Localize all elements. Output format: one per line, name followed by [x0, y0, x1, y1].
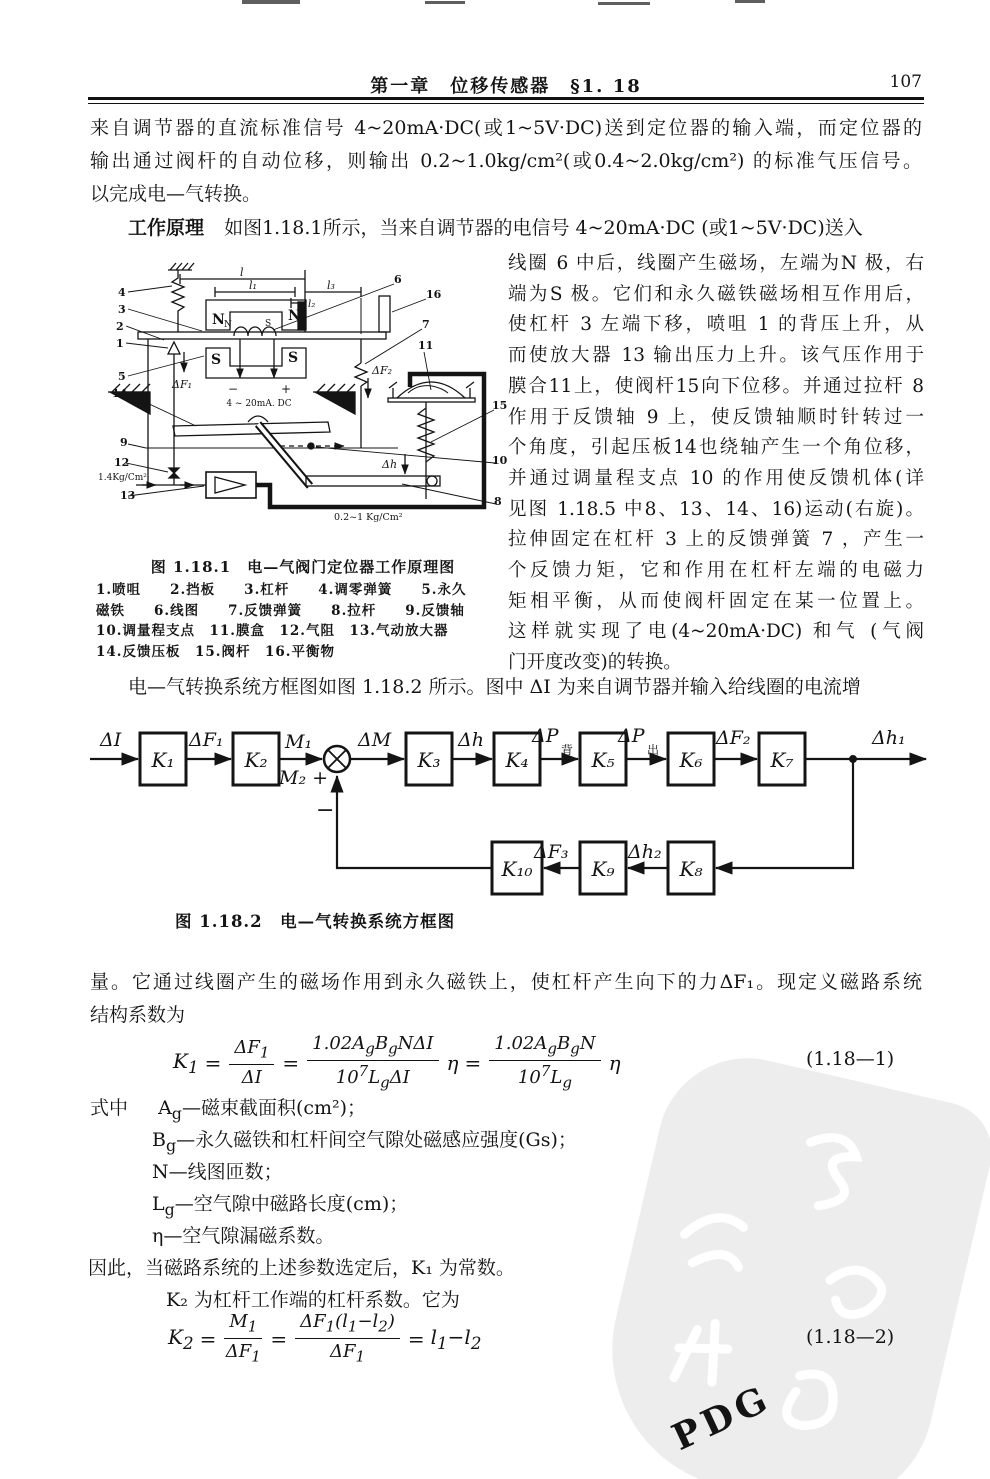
figure2-caption: 图 1.18.2 电—气转换系统方框图 — [175, 912, 456, 931]
callout-8: 8 — [494, 495, 502, 508]
signal-sub-out: 出 — [647, 743, 660, 757]
where-item: $B_g—$永久磁铁和杠杆间空气隙处磁感应强度(Gs)； — [152, 1129, 577, 1155]
signal-delta-h2: Δh₂ — [628, 841, 662, 863]
eta-symbol: η — [608, 1050, 621, 1075]
block-k10: K₁₀ — [501, 857, 533, 881]
signal-delta-p-back: ΔP — [532, 725, 559, 747]
signal-delta-i: ΔI — [100, 729, 122, 751]
text-line: 见图 1.18.5 中8、13、14、16)运动(右旋)。 — [508, 498, 924, 520]
text-line: 个角度，引起压板14也绕轴产生一个角位移， — [508, 437, 924, 459]
where-prefix: 式中 — [90, 1097, 129, 1119]
text-line: 使杠杆 3 左端下移，喷咀 1 的背压上升，从 — [508, 314, 924, 336]
paragraph-4: 因此，当磁路系统的上述参数选定后，K₁ 为常数。 — [88, 1257, 515, 1279]
figure1-caption-list — [96, 580, 516, 662]
numerator: $M_1$ — [224, 1310, 262, 1339]
callout-3: 3 — [118, 303, 126, 316]
callout-10: 10 — [492, 454, 508, 467]
equals-sign: = — [464, 1050, 482, 1075]
callout-9: 9 — [120, 436, 128, 449]
dim-l3-label: l₃ — [327, 279, 335, 292]
fraction — [295, 1310, 400, 1367]
pole-s-right: S — [288, 350, 299, 366]
fraction — [229, 1036, 274, 1089]
figure-1-18-2-block-diagram — [88, 714, 936, 906]
output-pressure-label: 0.2~1 Kg/Cm² — [334, 512, 403, 523]
block-k3: K₃ — [417, 748, 441, 772]
equals-sign: = — [407, 1326, 425, 1351]
scan-artifact — [425, 1, 465, 4]
denominator: $\Delta F_1$ — [329, 1341, 365, 1366]
caption-line: 14.反馈压板 15.阀杆 16.平衡物 — [96, 643, 335, 660]
equals-sign: = — [204, 1050, 222, 1075]
text-line: 输出通过阀杆的自动位移，则输出 0.2~1.0kg/cm²(或0.4~2.0kg/cm²) 的标准气压信号。 — [90, 150, 922, 172]
text-line: 以完成电—气转换。 — [90, 183, 262, 205]
signal-delta-h: Δh — [458, 729, 484, 751]
text-line: 作用于反馈轴 9 上，使反馈轴顺时针转过一 — [508, 406, 924, 428]
text-line: 而使放大器 13 输出压力上升。该气压作用于 — [508, 345, 924, 367]
pole-n-left: N — [212, 312, 225, 328]
text-line: 来自调节器的直流标准信号 4~20mA·DC(或1~5V·DC)送到定位器的输入端，而定位器的 — [90, 117, 922, 139]
where-item: N—线图匝数； — [152, 1161, 283, 1183]
dim-l1-label: l₁ — [249, 279, 257, 292]
callout-4: 4 — [118, 286, 126, 299]
formula-rhs: $l_1-l_2$ — [430, 1324, 482, 1353]
callout-14: 14 — [112, 387, 128, 400]
equation-number-1: (1.18—1) — [806, 1048, 895, 1070]
paragraph-2 — [90, 212, 922, 245]
paragraph-lead: 工作原理 — [128, 217, 205, 239]
fraction — [489, 1032, 600, 1093]
block-k6: K₆ — [679, 748, 703, 772]
signal-delta-f2: ΔF₂ — [716, 727, 751, 749]
where-item: η—空气隙漏磁系数。 — [152, 1225, 335, 1247]
paragraph-1 — [90, 112, 922, 211]
formula-1-18-2 — [165, 1310, 484, 1367]
block-k7: K₇ — [770, 748, 794, 772]
formula-1-18-1 — [170, 1032, 624, 1093]
page-number: 107 — [889, 72, 922, 92]
text-line: 端为S 极。它们和永久磁铁磁场相互作用后， — [508, 283, 924, 305]
equation-number-2: (1.18—2) — [806, 1326, 895, 1348]
block-k9: K₉ — [591, 857, 615, 881]
signal-m1: M₁ — [285, 731, 313, 753]
eta-symbol: η — [446, 1050, 459, 1075]
signal-delta-p-out: ΔP — [618, 725, 645, 747]
text-line: 膜合11上，使阀杆15向下位移。并通过拉杆 8 — [508, 375, 924, 397]
text-line: 矩相平衡，从而使阀杆固定在某一位置上。 — [508, 590, 924, 612]
figure1-caption-title: 图 1.18.1 电—气阀门定位器工作原理图 — [150, 558, 456, 576]
fraction — [307, 1032, 438, 1093]
caption-line: 磁铁 6.线图 7.反馈弹簧 8.拉杆 9.反馈轴 — [96, 602, 465, 619]
right-column — [508, 249, 924, 679]
block-k4: K₄ — [505, 748, 529, 772]
signal-delta-f3: ΔF₃ — [534, 841, 569, 863]
signal-delta-m: ΔM — [358, 729, 392, 751]
callout-1: 1 — [116, 337, 124, 350]
denominator: $10^7L_g\Delta I$ — [335, 1062, 410, 1092]
text-line: 量。它通过线圈产生的磁场作用到永久磁铁上，使杠杆产生向下的力ΔF₁。现定义磁路系统 — [90, 971, 922, 993]
callout-16: 16 — [426, 288, 442, 301]
numerator: $1.02A_gB_gN\Delta I$ — [307, 1032, 438, 1061]
callout-6: 6 — [394, 273, 402, 286]
dim-l-label: l — [240, 266, 244, 279]
block-k2: K₂ — [244, 748, 268, 772]
signal-delta-f1: ΔF₁ — [189, 729, 224, 751]
numerator: $\Delta F_1(l_1-l_2)$ — [295, 1310, 400, 1339]
text-line: 门开度改变)的转换。 — [508, 652, 682, 674]
block-k8: K₈ — [679, 857, 703, 881]
callout-12: 12 — [114, 456, 130, 469]
equals-sign: = — [270, 1326, 288, 1351]
signal-delta-h1: Δh₁ — [872, 727, 906, 749]
signal-minus: − — [316, 798, 335, 823]
terminal-minus: − — [228, 382, 239, 396]
paragraph-3 — [90, 966, 922, 1032]
equals-sign: = — [282, 1050, 300, 1075]
paragraph-lead-rest: 如图1.18.1所示，当来自调节器的电信号 4~20mA·DC (或1~5V·DC)送入 — [224, 217, 863, 239]
text-line: 线圈 6 中后，线圈产生磁场，左端为N 极，右 — [508, 253, 924, 274]
dim-l2-label: l₂ — [308, 299, 316, 310]
denominator: $\Delta F_1$ — [225, 1341, 261, 1366]
text-line: 这样就实现了电(4~20mA·DC) 和气 (气阀 — [508, 621, 924, 643]
coil-s-label: S — [265, 319, 272, 329]
where-item: $A_g—$磁束截面积(cm²)； — [158, 1097, 367, 1123]
text-line: 并通过调量程支点 10 的作用使反馈机体(详 — [508, 467, 924, 489]
block-labels — [151, 748, 794, 881]
numerator: $\Delta F_1$ — [229, 1036, 274, 1065]
caption-line: 10.调量程支点 11.膜盒 12.气阻 13.气动放大器 — [96, 623, 449, 639]
scan-artifact — [598, 2, 650, 5]
where-item: $L_g—$空气隙中磁路长度(cm)； — [152, 1193, 409, 1219]
equals-sign: = — [199, 1326, 217, 1351]
scan-artifact — [242, 0, 300, 4]
block-k1: K₁ — [151, 748, 175, 772]
header-rule — [88, 97, 924, 104]
text-line: 拉伸固定在杠杆 3 上的反馈弹簧 7 ，产生一 — [508, 529, 924, 551]
numerator: $1.02A_gB_gN$ — [489, 1032, 600, 1061]
text-line: 个反馈力矩，它和作用在杠杆左端的电磁力 — [508, 560, 924, 582]
callout-leaders — [126, 284, 496, 504]
text-line: 结构系数为 — [90, 1004, 186, 1026]
bridge-paragraph: 电—气转换系统方框图如图 1.18.2 所示。图中 ΔI 为来自调节器并输入给线圈的电流增 — [128, 676, 861, 698]
supply-pressure-label: 1.4Kg/Cm² — [98, 473, 147, 483]
delta-f1-label: ΔF₁ — [172, 378, 192, 391]
formula-lhs: $K_2$ — [168, 1324, 194, 1353]
terminal-plus: + — [281, 382, 292, 396]
block-k5: K₅ — [591, 748, 615, 772]
callout-5: 5 — [118, 370, 126, 383]
signal-m2-plus: M₂ + — [279, 767, 329, 789]
fraction — [224, 1310, 262, 1367]
figure-1-18-1-diagram — [98, 256, 508, 556]
coil-n-label: N — [224, 320, 232, 330]
callout-11: 11 — [418, 339, 434, 352]
delta-f2-label: ΔF₂ — [372, 364, 392, 377]
current-range-label: 4 ~ 20mA. DC — [226, 399, 292, 409]
pole-n-right: N — [288, 308, 301, 324]
chapter-header: 第一章 位移传感器 §1. 18 — [370, 76, 642, 97]
callout-13: 13 — [120, 489, 136, 502]
pole-s-left: S — [211, 352, 222, 368]
watermark-pdg-text: PDG — [665, 1376, 778, 1459]
formula-lhs: $K_1$ — [173, 1048, 199, 1077]
signal-sub-back: 背 — [561, 743, 574, 757]
callout-2: 2 — [116, 320, 124, 333]
denominator: $10^7L_g$ — [517, 1062, 572, 1092]
denominator: ΔI — [241, 1066, 262, 1088]
caption-line: 1.喷咀 2.挡板 3.杠杆 4.调零弹簧 5.永久 — [96, 582, 467, 598]
scan-artifact — [735, 0, 765, 3]
paragraph-5: K₂ 为杠杆工作端的杠杆系数。它为 — [166, 1289, 460, 1311]
delta-h-label: Δh — [382, 458, 398, 471]
callout-7: 7 — [422, 318, 430, 331]
callout-15: 15 — [492, 399, 508, 412]
